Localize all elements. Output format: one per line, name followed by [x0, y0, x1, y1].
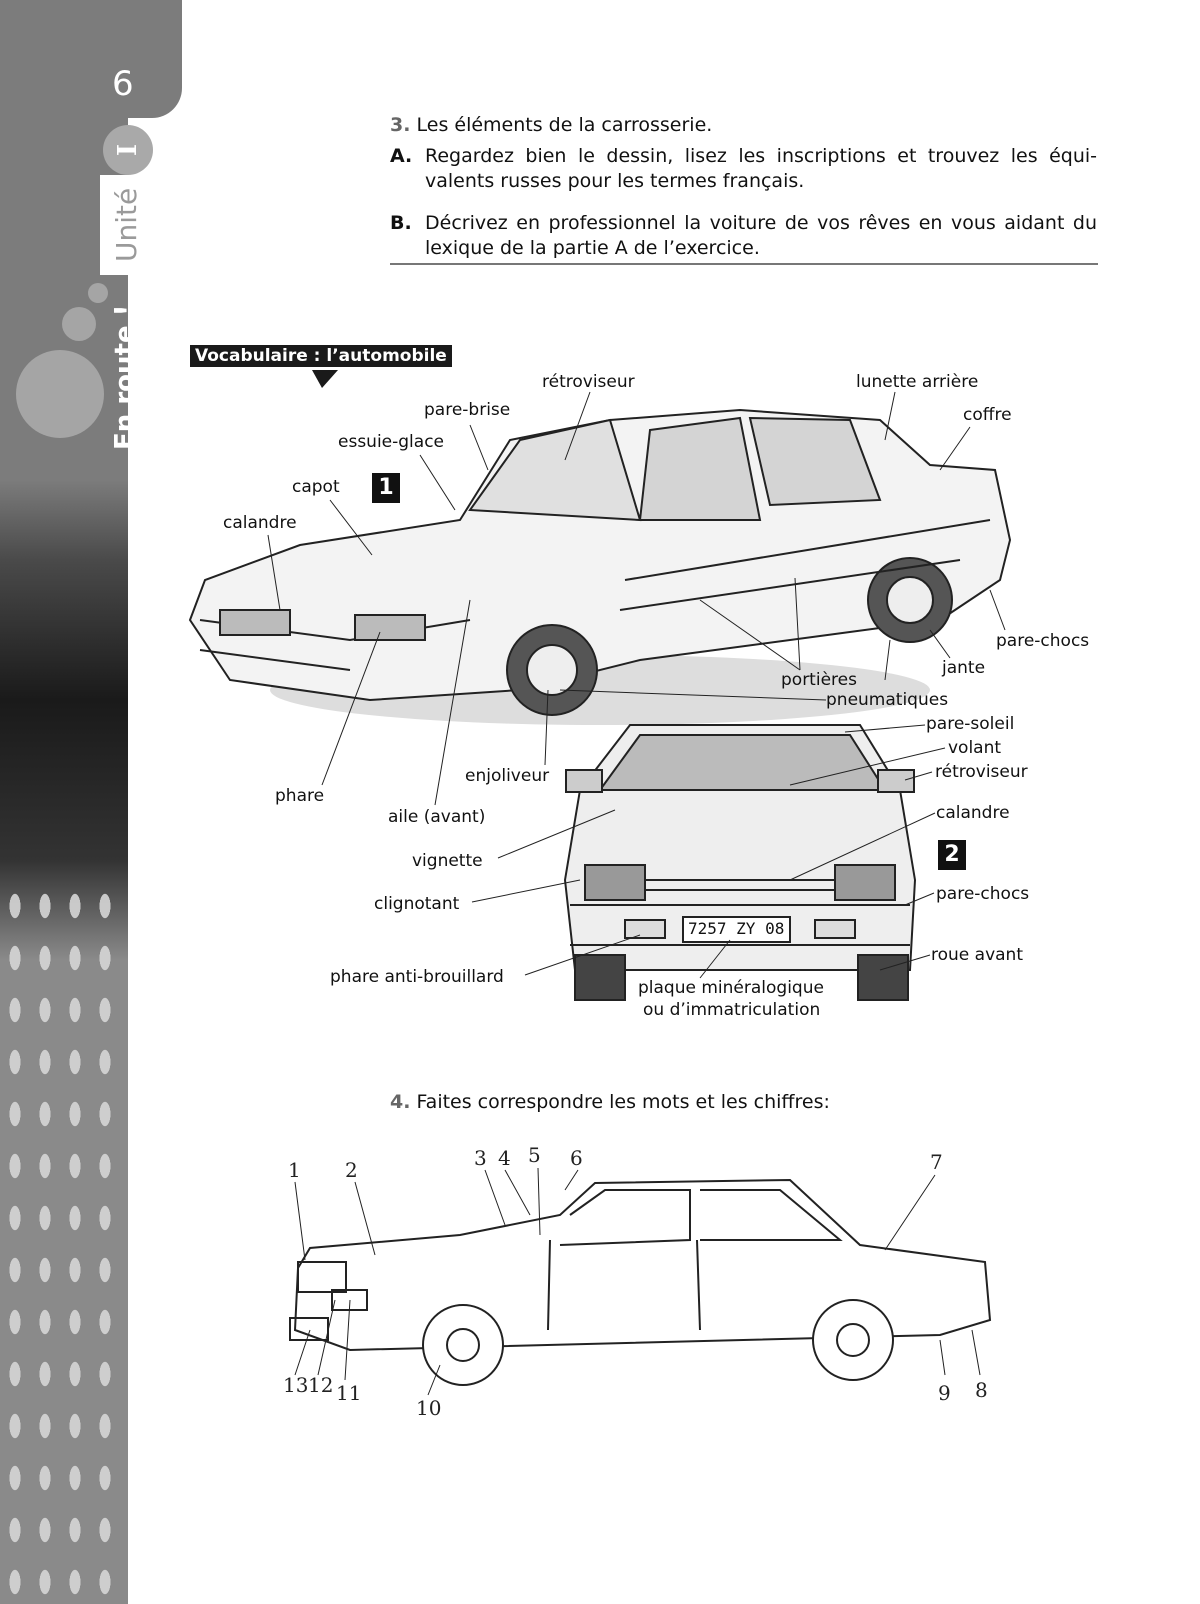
- exercise-4-heading: [390, 1090, 830, 1115]
- part-b-letter: B.: [390, 212, 412, 234]
- label-immatriculation: ou d’immatriculation: [643, 1000, 821, 1020]
- label-phare-anti-brouillard: phare anti-brouillard: [330, 967, 504, 987]
- label-essuie-glace: essuie-glace: [338, 432, 445, 452]
- unit-label: Unité: [110, 187, 143, 262]
- exercise-title: Les éléments de la carrosserie.: [416, 114, 713, 136]
- label-pneumatiques: pneumatiques: [826, 690, 949, 710]
- label-pare-soleil: pare-soleil: [926, 714, 1015, 734]
- label-aile-avant: aile (avant): [388, 807, 486, 827]
- part-number: 6: [570, 1146, 583, 1170]
- part-number: 1: [288, 1158, 301, 1182]
- label-phare: phare: [275, 786, 325, 806]
- vocabulary-title: Vocabulaire : l’automobile: [190, 345, 452, 367]
- part-a-line2: valents russes pour les termes français.: [425, 170, 805, 192]
- car-side-drawing: [190, 410, 1010, 725]
- page-number: 6: [112, 64, 134, 104]
- part-number: 9: [938, 1381, 951, 1405]
- exercise-number: 4.: [390, 1091, 411, 1113]
- license-plate-text: 7257 ZY 08: [688, 919, 785, 938]
- label-pare-brise: pare-brise: [424, 400, 511, 420]
- exercise-title: Faites correspondre les mots et les chiffres:: [416, 1091, 830, 1113]
- numbered-car-drawing: [290, 1168, 990, 1395]
- part-number: 4: [498, 1146, 511, 1170]
- exercise-number: 3.: [390, 114, 411, 136]
- part-number: 10: [416, 1396, 442, 1420]
- label-coffre: coffre: [963, 405, 1012, 425]
- label-capot: capot: [292, 477, 340, 497]
- label-calandre: calandre: [223, 513, 297, 533]
- label-enjoliveur: enjoliveur: [465, 766, 550, 786]
- part-b-line2: lexique de la partie A de l’exercice.: [425, 237, 760, 259]
- label-clignotant: clignotant: [374, 894, 460, 914]
- label-lunette-arriere: lunette arrière: [856, 372, 979, 392]
- part-number: 12: [308, 1373, 334, 1397]
- part-b-line1: Décrivez en professionnel la voiture de vos rêves en vous aidant du: [425, 212, 1097, 234]
- part-a-letter: A.: [390, 145, 413, 167]
- figure-1-badge: 1: [372, 473, 400, 503]
- label-pare-chocs-2: pare-chocs: [936, 884, 1030, 904]
- label-roue-avant: roue avant: [931, 945, 1023, 965]
- part-a-line1: Regardez bien le dessin, lisez les inscriptions et trouvez les équi-: [425, 145, 1097, 167]
- label-calandre-2: calandre: [936, 803, 1010, 823]
- label-vignette: vignette: [412, 851, 483, 871]
- label-plaque-mineralogique: plaque minéralogique: [638, 978, 824, 998]
- figure-2-badge: 2: [938, 840, 966, 870]
- part-number: 7: [930, 1150, 943, 1174]
- label-pare-chocs: pare-chocs: [996, 631, 1090, 651]
- label-volant: volant: [948, 738, 1002, 758]
- book-title: En route !: [110, 304, 140, 450]
- car-front-drawing: [565, 725, 915, 1000]
- part-number: 11: [336, 1381, 362, 1405]
- unit-number: I: [103, 125, 153, 175]
- part-number: 8: [975, 1378, 988, 1402]
- part-number: 13: [283, 1373, 309, 1397]
- part-number: 3: [474, 1146, 487, 1170]
- label-jante: jante: [942, 658, 986, 678]
- label-retroviseur: rétroviseur: [542, 372, 635, 392]
- part-number: 2: [345, 1158, 358, 1182]
- label-portieres: portières: [781, 670, 857, 690]
- label-retroviseur-2: rétroviseur: [935, 762, 1028, 782]
- part-number: 5: [528, 1143, 541, 1167]
